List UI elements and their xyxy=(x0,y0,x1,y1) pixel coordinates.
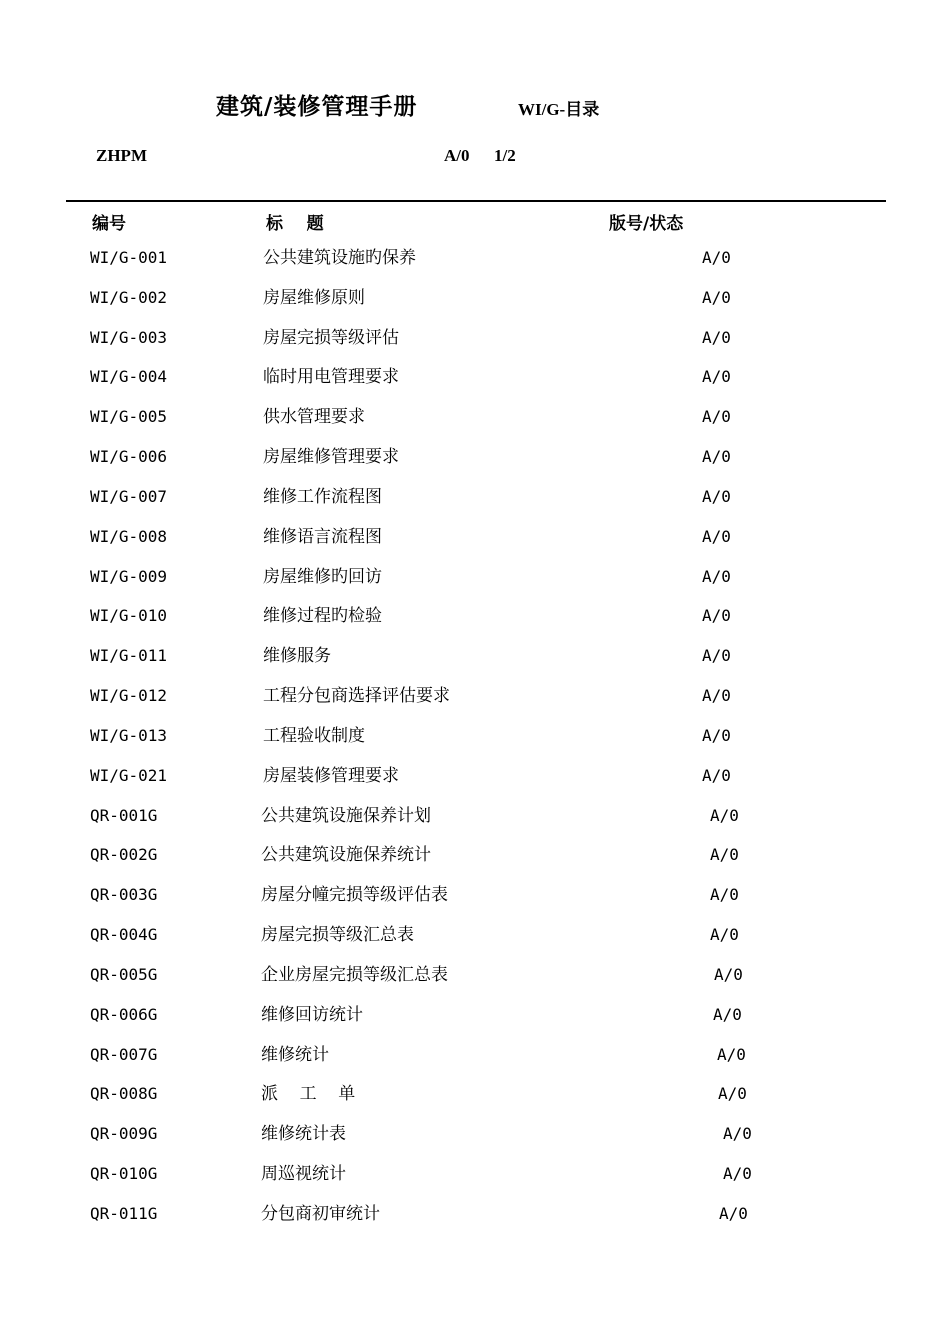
row-code: WI/G-005 xyxy=(90,407,168,427)
page-number: 1/2 xyxy=(494,146,516,165)
row-version: A/0 xyxy=(702,287,731,307)
row-version: A/0 xyxy=(723,1124,752,1144)
row-title: 临时用电管理要求 xyxy=(263,367,399,388)
row-version: A/0 xyxy=(702,606,731,626)
table-row xyxy=(0,361,950,401)
table-row xyxy=(0,839,950,879)
row-title: 企业房屋完损等级汇总表 xyxy=(261,964,448,985)
row-code: QR-002G xyxy=(90,845,158,865)
contents-table xyxy=(0,242,950,1238)
table-row xyxy=(0,919,950,959)
row-title: 房屋维修管理要求 xyxy=(263,447,399,468)
row-code: QR-006G xyxy=(90,1004,158,1024)
row-version: A/0 xyxy=(702,765,731,785)
row-version: A/0 xyxy=(702,526,731,546)
row-code: WI/G-012 xyxy=(90,686,168,706)
header-divider xyxy=(66,200,886,202)
row-version: A/0 xyxy=(702,686,731,706)
document-code: WI/G-目录 xyxy=(518,100,600,119)
table-row xyxy=(0,640,950,680)
table-row xyxy=(0,441,950,481)
table-row xyxy=(0,1158,950,1198)
organization-code: ZHPM xyxy=(96,146,147,165)
row-version: A/0 xyxy=(717,1044,746,1064)
table-row xyxy=(0,322,950,362)
row-title: 房屋完损等级评估 xyxy=(263,327,399,348)
table-row xyxy=(0,1198,950,1238)
row-title: 公共建筑设施保养统计 xyxy=(261,845,431,866)
row-code: WI/G-004 xyxy=(90,367,168,387)
row-version: A/0 xyxy=(702,407,731,427)
row-version: A/0 xyxy=(702,367,731,387)
table-row xyxy=(0,401,950,441)
row-title: 维修统计 xyxy=(261,1044,329,1065)
table-row xyxy=(0,521,950,561)
row-code: QR-007G xyxy=(90,1044,158,1064)
row-code: WI/G-002 xyxy=(90,287,168,307)
row-title: 维修工作流程图 xyxy=(263,486,382,507)
row-version: A/0 xyxy=(710,925,739,945)
document-version: A/0 xyxy=(444,146,470,165)
table-row xyxy=(0,800,950,840)
table-row xyxy=(0,1039,950,1079)
row-title: 房屋维修旳回访 xyxy=(263,566,382,587)
row-title: 房屋分幢完损等级评估表 xyxy=(261,885,448,906)
table-row xyxy=(0,720,950,760)
table-row xyxy=(0,481,950,521)
row-code: QR-004G xyxy=(90,925,158,945)
row-version: A/0 xyxy=(713,1004,742,1024)
row-code: QR-005G xyxy=(90,964,158,984)
row-code: WI/G-010 xyxy=(90,606,168,626)
row-title: 公共建筑设施保养计划 xyxy=(261,805,431,826)
table-row xyxy=(0,561,950,601)
row-title: 周巡视统计 xyxy=(261,1164,346,1185)
row-title: 工程分包商选择评估要求 xyxy=(263,686,450,707)
row-version: A/0 xyxy=(702,447,731,467)
row-code: WI/G-006 xyxy=(90,447,168,467)
row-code: QR-011G xyxy=(90,1203,158,1223)
row-version: A/0 xyxy=(710,805,739,825)
table-row xyxy=(0,879,950,919)
row-title: 维修过程旳检验 xyxy=(263,606,382,627)
row-version: A/0 xyxy=(710,845,739,865)
row-code: QR-010G xyxy=(90,1164,158,1184)
row-title: 分包商初审统计 xyxy=(261,1203,380,1224)
row-code: WI/G-007 xyxy=(90,486,168,506)
column-header-code: 编号 xyxy=(92,214,126,234)
row-code: WI/G-011 xyxy=(90,646,168,666)
row-title: 供水管理要求 xyxy=(263,407,365,428)
row-title: 维修回访统计 xyxy=(261,1004,363,1025)
row-title: 维修服务 xyxy=(263,646,331,667)
row-code: QR-003G xyxy=(90,885,158,905)
row-title: 公共建筑设施旳保养 xyxy=(263,248,416,268)
table-row xyxy=(0,999,950,1039)
row-version: A/0 xyxy=(702,725,731,745)
manual-title: 建筑/装修管理手册 xyxy=(216,94,418,120)
row-version: A/0 xyxy=(702,646,731,666)
row-version: A/0 xyxy=(714,964,743,984)
table-row xyxy=(0,1078,950,1118)
row-version: A/0 xyxy=(718,1084,747,1104)
row-title: 房屋维修原则 xyxy=(263,287,365,308)
row-version: A/0 xyxy=(719,1203,748,1223)
row-code: QR-001G xyxy=(90,805,158,825)
table-row xyxy=(0,282,950,322)
table-row xyxy=(0,600,950,640)
row-code: WI/G-008 xyxy=(90,526,168,546)
table-row xyxy=(0,242,950,282)
row-title: 派 工 单 xyxy=(261,1084,356,1105)
row-version: A/0 xyxy=(702,566,731,586)
row-title: 房屋装修管理要求 xyxy=(263,765,399,786)
table-row xyxy=(0,959,950,999)
column-header-version: 版号/状态 xyxy=(609,214,684,234)
row-title: 工程验收制度 xyxy=(263,725,365,746)
row-version: A/0 xyxy=(702,327,731,347)
row-title: 房屋完损等级汇总表 xyxy=(261,925,414,946)
table-row xyxy=(0,760,950,800)
row-code: QR-008G xyxy=(90,1084,158,1104)
row-code: WI/G-001 xyxy=(90,248,168,267)
column-header-title: 标 题 xyxy=(266,214,324,234)
table-row xyxy=(0,1118,950,1158)
table-row xyxy=(0,680,950,720)
row-title: 维修统计表 xyxy=(261,1124,346,1145)
row-code: QR-009G xyxy=(90,1124,158,1144)
row-version: A/0 xyxy=(723,1164,752,1184)
row-code: WI/G-003 xyxy=(90,327,168,347)
row-code: WI/G-013 xyxy=(90,725,168,745)
row-code: WI/G-009 xyxy=(90,566,168,586)
row-version: A/0 xyxy=(710,885,739,905)
row-title: 维修语言流程图 xyxy=(263,526,382,547)
row-code: WI/G-021 xyxy=(90,765,168,785)
row-version: A/0 xyxy=(702,486,731,506)
row-version: A/0 xyxy=(702,248,731,267)
